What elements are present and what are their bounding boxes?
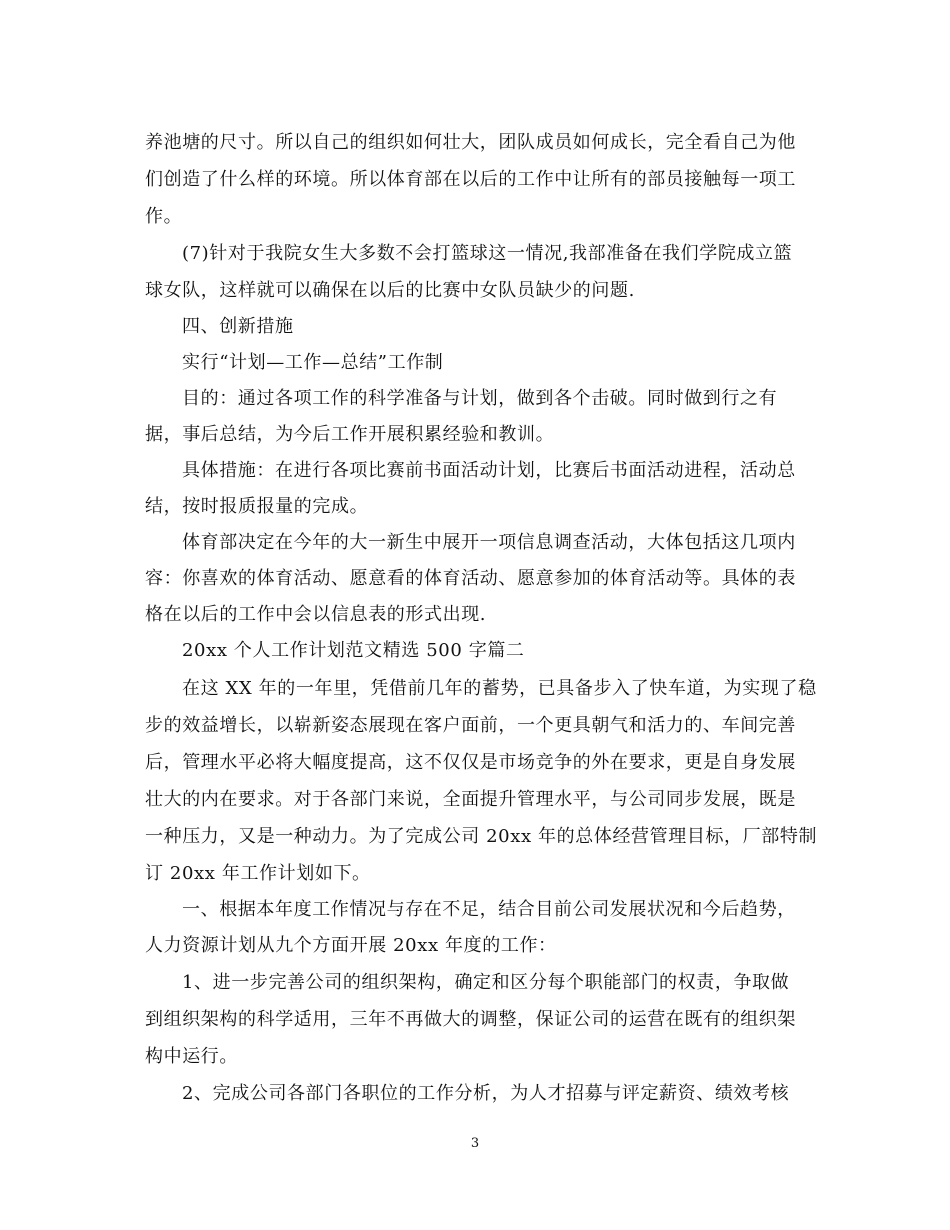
text-line: 据，事后总结，为今后工作开展积累经验和教训。: [145, 424, 555, 445]
text-line: 一、根据本年度工作情况与存在不足，结合目前公司发展状况和今后趋势，: [182, 899, 796, 920]
text-line: 构中运行。: [145, 1046, 238, 1067]
text-line: 球女队，这样就可以确保在以后的比赛中女队员缺少的问题.: [145, 280, 635, 301]
text-line: 作。: [145, 206, 183, 227]
text-line: 订 20xx 年工作计划如下。: [145, 863, 371, 884]
section-heading: 四、创新措施: [182, 316, 294, 337]
text-line: 格在以后的工作中会以信息表的形式出现.: [145, 604, 487, 625]
text-line: 容：你喜欢的体育活动、愿意看的体育活动、愿意参加的体育活动等。具体的表: [145, 568, 796, 589]
text-line: 人力资源计划从九个方面开展 20xx 年度的工作：: [145, 935, 557, 956]
text-line: 步的效益增长，以崭新姿态展现在客户面前，一个更具朝气和活力的、车间完善: [145, 715, 796, 736]
text-line: 实行“计划—工作—总结”工作制: [182, 352, 444, 373]
text-line: 2、完成公司各部门各职位的工作分析，为人才招募与评定薪资、绩效考核: [182, 1083, 790, 1104]
text-line: 1、进一步完善公司的组织架构，确定和区分每个职能部门的权责，争取做: [182, 972, 790, 993]
page-number: 3: [470, 1136, 480, 1151]
subtitle-line: 20xx 个人工作计划范文精选 500 字篇二: [182, 640, 525, 661]
text-line: 体育部决定在今年的大一新生中展开一项信息调查活动，大体包括这几项内: [182, 532, 796, 553]
text-line: 到组织架构的科学适用，三年不再做大的调整，保证公司的运营在既有的组织架: [145, 1009, 796, 1030]
text-line: 结，按时报质报量的完成。: [145, 496, 369, 517]
text-line: 们创造了什么样的环境。所以体育部在以后的工作中让所有的部员接触每一项工: [145, 169, 796, 190]
text-line: 一种压力，又是一种动力。为了完成公司 20xx 年的总体经营管理目标，厂部特制: [145, 826, 818, 847]
text-line: 具体措施：在进行各项比赛前书面活动计划，比赛后书面活动进程，活动总: [182, 460, 796, 481]
text-line: 后，管理水平必将大幅度提高，这不仅仅是市场竞争的外在要求，更是自身发展: [145, 752, 796, 773]
text-line: 目的：通过各项工作的科学准备与计划，做到各个击破。同时做到行之有: [182, 388, 778, 409]
text-line: 在这 XX 年的一年里，凭借前几年的蓄势，已具备步入了快车道，为实现了稳: [182, 678, 817, 699]
text-line: (7)针对于我院女生大多数不会打篮球这一情况,我部准备在我们学院成立篮: [182, 243, 793, 264]
text-line: 壮大的内在要求。对于各部门来说，全面提升管理水平，与公司同步发展，既是: [145, 789, 796, 810]
text-line: 养池塘的尺寸。所以自己的组织如何壮大，团队成员如何成长，完全看自己为他: [145, 132, 796, 153]
